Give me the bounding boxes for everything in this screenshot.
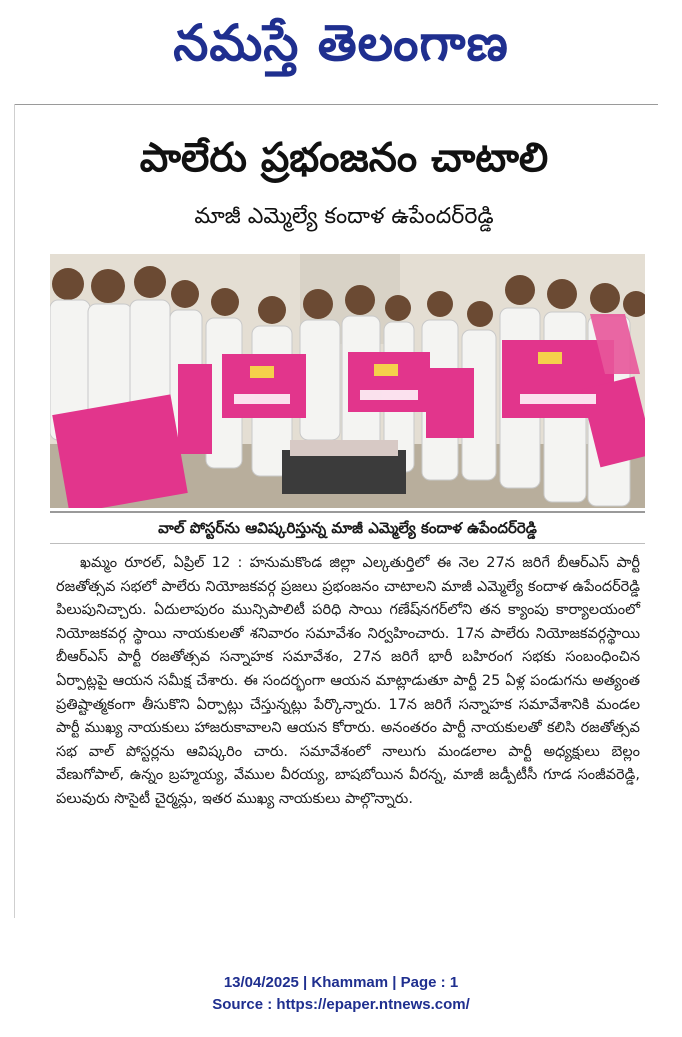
- article-subhead: మాజీ ఎమ్మెల్యే కందాళ ఉపేందర్‌రెడ్డి: [194, 204, 494, 229]
- footer-source[interactable]: Source : https://epaper.ntnews.com/: [212, 996, 470, 1013]
- photo-caption: వాల్ పోస్టర్‌ను ఆవిష్కరిస్తున్న మాజీ ఎమ్మెల్యే కందాళ ఉపేందర్‌రెడ్డి: [50, 511, 645, 544]
- article-photo: [50, 254, 645, 508]
- masthead-divider: [14, 104, 658, 105]
- article-paragraph: ఖమ్మం రూరల్, ఏప్రిల్ 12 : హనుమకొండ జిల్లా ఎల్కతుర్తిలో ఈ నెల 27న జరిగే బీఆర్‌ఎస్ పార్టీ రజతోత్సవ సభలో పాలేరు నియోజకవర్గ ప్రజలు ప్రభంజనం చాటాలని మాజీ ఎమ్మెల్యే కందాళ ఉపేందర్‌రెడ్డి పిలుపునిచ్చారు. ఏదులాపురం మున్సిపాలిటీ పరిధి సాయి గణేష్‌నగర్‌లోని తన క్యాంపు కార్యాలయంలో నియోజకవర్గ స్థాయి నాయకులతో శనివారం సమావేశం నిర్వహించారు. 17న పాలేరు నియోజకవర్గస్థాయి బీఆర్‌ఎస్ పార్టీ రజతోత్సవ సన్నాహక సమావేశం, 27న జరిగే భారీ బహిరంగ సభకు సంబంధించిన ఏర్పాట్లపై ఆయన సమీక్ష చేశారు. ఈ సందర్భంగా ఆయన మాట్లాడుతూ పార్టీ 25 ఏళ్ల పండుగను అత్యంత ప్రతిష్టాత్మకంగా తీసుకొని ఏర్పాట్లు చేస్తున్నట్లు పేర్కొన్నారు. 17న జరిగే సన్నాహక సమావేశానికి మండల పార్టీ ముఖ్య నాయకులు హాజరుకావాలని ఆయన కోరారు. అనంతరం పార్టీ నాయకులతో కలిసి రజతోత్సవ సభ వాల్ పోస్టర్లను ఆవిష్కరిం చారు. సమావేశంలో నాలుగు మండలాల పార్టీ అధ్యక్షులు బెల్లం వేణుగోపాల్, ఉన్నం బ్రహ్మయ్య, వేముల వీరయ్య, బాషబోయిన వీరన్న, మాజీ జడ్పీటీసీ గూడ సంజీవరెడ్డి, పలువురు సొసైటీ చైర్మన్లు, ఇతర ముఖ్య నాయకులు పాల్గొన్నారు.: [56, 555, 640, 807]
- article-headline: పాలేరు ప్రభంజనం చాటాలి: [139, 135, 549, 181]
- footer-dateline: 13/04/2025 | Khammam | Page : 1: [223, 974, 459, 991]
- table: [282, 450, 406, 494]
- page-footer: [0, 972, 682, 1016]
- masthead: [0, 0, 682, 104]
- article-body: [56, 552, 640, 812]
- masthead-title: నమస్తే తెలంగాణ: [173, 14, 509, 72]
- column-divider: [14, 104, 15, 918]
